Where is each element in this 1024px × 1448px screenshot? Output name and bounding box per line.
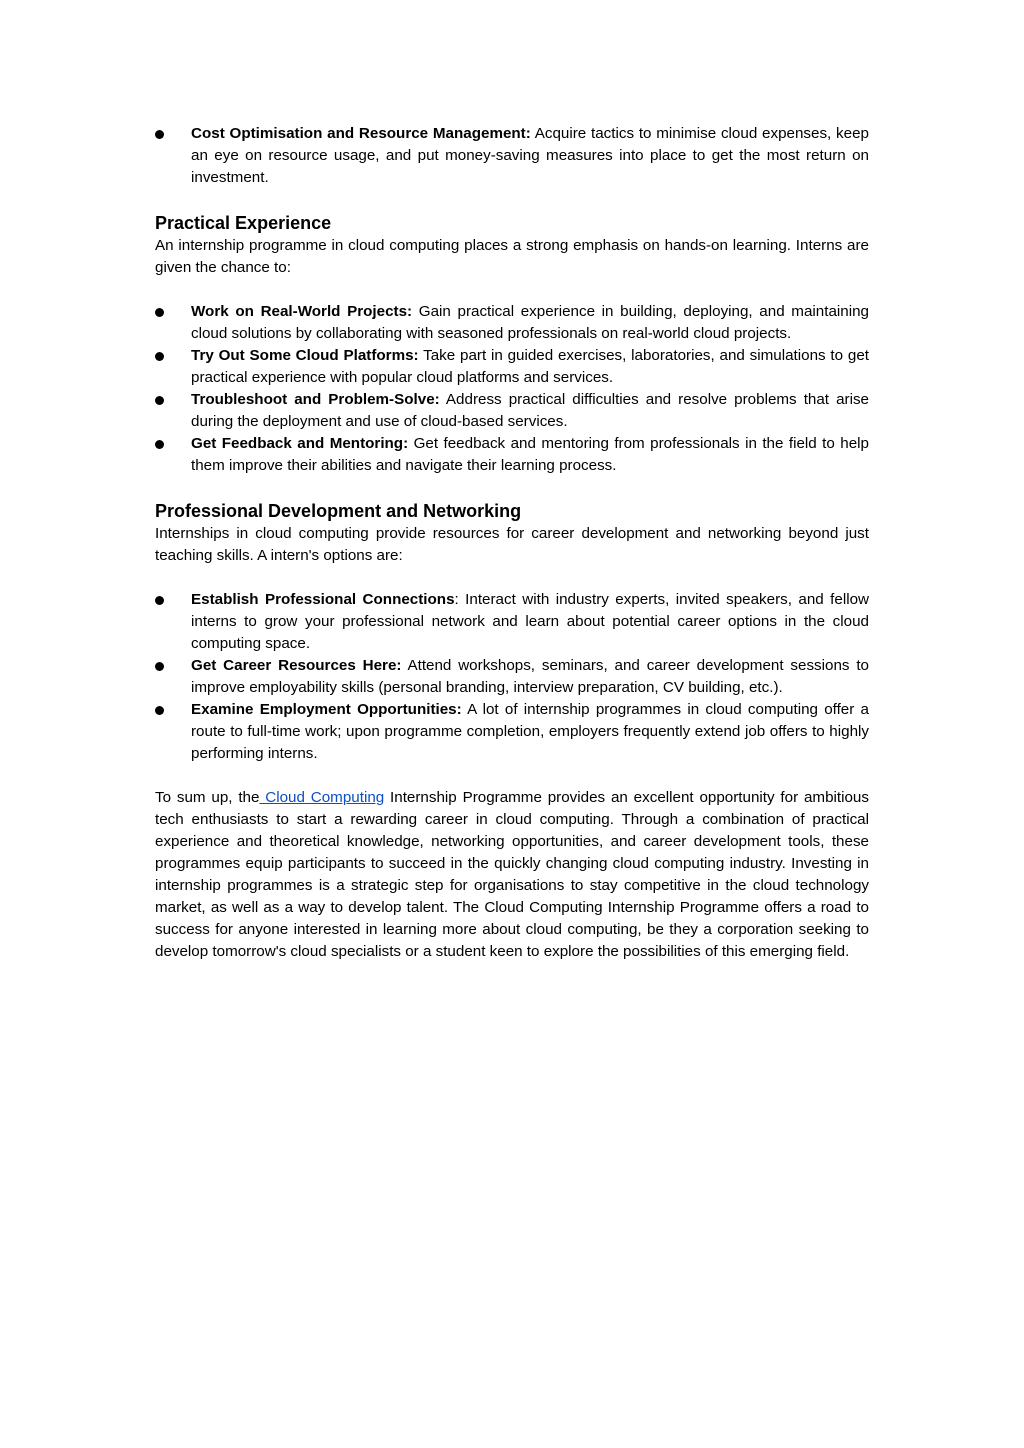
item-text: Attend workshops, seminars, and career development sessions to improve employability skills (personal branding, interview preparation, CV building, etc.). bbox=[191, 657, 870, 696]
item-label: Troubleshoot and Problem-Solve: bbox=[191, 391, 440, 408]
item-label: Cost Optimisation and Resource Management: bbox=[191, 125, 531, 142]
item-text: Gain practical experience in building, deploying, and maintaining cloud solutions by collaborating with seasoned professionals on real-world cloud projects. bbox=[191, 303, 869, 342]
bullet-icon bbox=[155, 440, 164, 449]
bullet-icon bbox=[155, 130, 164, 139]
cost-list bbox=[155, 123, 869, 189]
item-label: Get Feedback and Mentoring: bbox=[191, 435, 409, 452]
conclusion-paragraph bbox=[155, 787, 869, 963]
practical-section bbox=[155, 211, 869, 477]
bullet-icon bbox=[155, 662, 164, 671]
item-text: Address practical difficulties and resolve problems that arise during the deployment and use of cloud-based services. bbox=[191, 391, 869, 430]
item-text: Get feedback and mentoring from professionals in the field to help them improve their abilities and navigate their learning process. bbox=[191, 435, 869, 474]
bullet-icon bbox=[155, 308, 164, 317]
section-heading: Professional Development and Networking bbox=[155, 501, 522, 521]
item-label: Try Out Some Cloud Platforms: bbox=[191, 347, 419, 364]
list-item bbox=[155, 589, 869, 655]
item-text: Acquire tactics to minimise cloud expenses, keep an eye on resource usage, and put money-saving measures into place to get the most return on investment. bbox=[191, 125, 869, 186]
list-item bbox=[155, 345, 869, 389]
section-intro: Internships in cloud computing provide resources for career development and networking beyond just teaching skills. A intern's options are: bbox=[155, 525, 869, 564]
conclusion-text-start: To sum up, the bbox=[155, 789, 260, 806]
bullet-icon bbox=[155, 706, 164, 715]
section-intro: An internship programme in cloud computing places a strong emphasis on hands-on learning. Interns are given the chance to: bbox=[155, 237, 869, 276]
cloud-computing-link[interactable]: Cloud Computing bbox=[259, 789, 385, 806]
list-item bbox=[155, 123, 869, 189]
document-page bbox=[155, 123, 869, 963]
list-item bbox=[155, 655, 869, 699]
conclusion-text-rest: Internship Programme provides an excellent opportunity for ambitious tech enthusiasts to start a rewarding career in cloud computing. Through a combination of practical experience and theoretical knowledge, networking opportunities, and career development tools, these programmes equip participants to succeed in the quickly changing cloud computing industry. Investing in internship programmes is a strategic step for organisations to stay competitive in the cloud technology market, as well as a way to develop talent. The Cloud Computing Internship Programme offers a road to success for anyone interested in learning more about cloud computing, be they a corporation seeking to develop tomorrow's cloud specialists or a student keen to explore the possibilities of this emerging field. bbox=[155, 789, 869, 960]
item-label: Work on Real-World Projects: bbox=[191, 303, 413, 320]
bullet-icon bbox=[155, 596, 164, 605]
item-label: Get Career Resources Here: bbox=[191, 657, 402, 674]
item-label: Establish Professional Connections bbox=[191, 591, 455, 608]
list-item bbox=[155, 301, 869, 345]
item-text: : Interact with industry experts, invited speakers, and fellow interns to grow your professional network and learn about potential career options in the cloud computing space. bbox=[191, 591, 869, 652]
professional-section bbox=[155, 499, 869, 765]
list-item bbox=[155, 699, 869, 765]
item-text: Take part in guided exercises, laboratories, and simulations to get practical experience with popular cloud platforms and services. bbox=[191, 347, 869, 386]
bullet-icon bbox=[155, 352, 164, 361]
bullet-icon bbox=[155, 396, 164, 405]
item-text: A lot of internship programmes in cloud computing offer a route to full-time work; upon programme completion, employers frequently extend job offers to highly performing interns. bbox=[191, 701, 869, 762]
item-label: Examine Employment Opportunities: bbox=[191, 701, 462, 718]
list-item bbox=[155, 433, 869, 477]
practical-list bbox=[155, 301, 869, 477]
list-item bbox=[155, 389, 869, 433]
professional-list bbox=[155, 589, 869, 765]
section-heading: Practical Experience bbox=[155, 213, 332, 233]
